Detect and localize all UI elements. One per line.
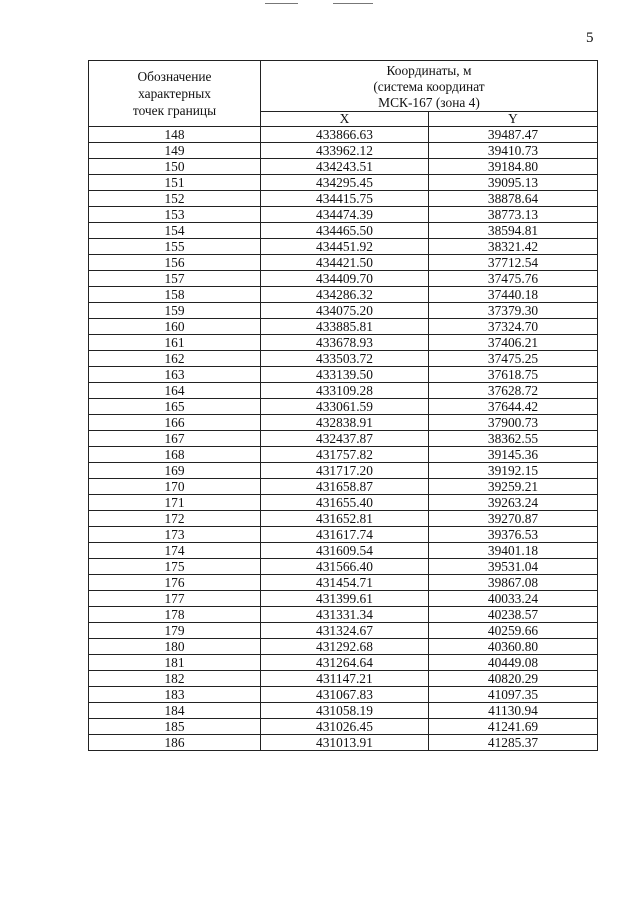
- y-coordinate-cell: 37406.21: [429, 335, 598, 351]
- y-column-header: Y: [429, 112, 598, 127]
- table-row: [89, 271, 598, 287]
- y-coordinate-cell: 40820.29: [429, 671, 598, 687]
- y-coordinate-cell: 37712.54: [429, 255, 598, 271]
- point-id-cell: 165: [89, 399, 261, 415]
- table-row: [89, 191, 598, 207]
- x-coordinate-cell: 431147.21: [261, 671, 429, 687]
- y-coordinate-cell: 38362.55: [429, 431, 598, 447]
- table-row: [89, 687, 598, 703]
- y-coordinate-cell: 39867.08: [429, 575, 598, 591]
- x-coordinate-cell: 434451.92: [261, 239, 429, 255]
- table-row: [89, 383, 598, 399]
- point-id-cell: 151: [89, 175, 261, 191]
- point-id-cell: 163: [89, 367, 261, 383]
- x-coordinate-cell: 434295.45: [261, 175, 429, 191]
- x-coordinate-cell: 434421.50: [261, 255, 429, 271]
- x-coordinate-cell: 433885.81: [261, 319, 429, 335]
- point-id-cell: 156: [89, 255, 261, 271]
- table-row: [89, 671, 598, 687]
- point-id-cell: 149: [89, 143, 261, 159]
- table-row: [89, 719, 598, 735]
- point-id-cell: 162: [89, 351, 261, 367]
- x-coordinate-cell: 431324.67: [261, 623, 429, 639]
- coordinates-table: [88, 60, 598, 751]
- table-row: [89, 655, 598, 671]
- point-label-line: характерных: [138, 86, 211, 101]
- y-coordinate-cell: 39487.47: [429, 127, 598, 143]
- page-number: 5: [586, 30, 594, 46]
- table-row: [89, 591, 598, 607]
- table-row: [89, 207, 598, 223]
- coordinates-header: [261, 61, 598, 112]
- point-label-line: Обозначение: [137, 69, 212, 84]
- y-coordinate-cell: 39410.73: [429, 143, 598, 159]
- x-coordinate-cell: 433109.28: [261, 383, 429, 399]
- y-coordinate-cell: 41097.35: [429, 687, 598, 703]
- point-id-cell: 186: [89, 735, 261, 751]
- y-coordinate-cell: 37628.72: [429, 383, 598, 399]
- point-id-cell: 154: [89, 223, 261, 239]
- point-id-cell: 181: [89, 655, 261, 671]
- point-id-cell: 171: [89, 495, 261, 511]
- x-coordinate-cell: 434409.70: [261, 271, 429, 287]
- point-id-cell: 152: [89, 191, 261, 207]
- table-row: [89, 127, 598, 143]
- y-coordinate-cell: 40360.80: [429, 639, 598, 655]
- x-coordinate-cell: 431757.82: [261, 447, 429, 463]
- coords-title-line: (система координат: [373, 79, 485, 94]
- x-coordinate-cell: 434075.20: [261, 303, 429, 319]
- x-coordinate-cell: 431566.40: [261, 559, 429, 575]
- point-id-cell: 166: [89, 415, 261, 431]
- y-coordinate-cell: 39192.15: [429, 463, 598, 479]
- table-row: [89, 495, 598, 511]
- x-coordinate-cell: 433962.12: [261, 143, 429, 159]
- point-id-cell: 182: [89, 671, 261, 687]
- x-coordinate-cell: 431292.68: [261, 639, 429, 655]
- y-coordinate-cell: 38321.42: [429, 239, 598, 255]
- table-row: [89, 335, 598, 351]
- table-row: [89, 639, 598, 655]
- y-coordinate-cell: 37900.73: [429, 415, 598, 431]
- point-designation-header: [89, 61, 261, 127]
- point-id-cell: 179: [89, 623, 261, 639]
- point-id-cell: 180: [89, 639, 261, 655]
- table-row: [89, 255, 598, 271]
- y-coordinate-cell: 41130.94: [429, 703, 598, 719]
- x-coordinate-cell: 431652.81: [261, 511, 429, 527]
- point-id-cell: 167: [89, 431, 261, 447]
- y-coordinate-cell: 40238.57: [429, 607, 598, 623]
- x-coordinate-cell: 431655.40: [261, 495, 429, 511]
- table-row: [89, 735, 598, 751]
- table-row: [89, 703, 598, 719]
- x-coordinate-cell: 431399.61: [261, 591, 429, 607]
- table-row: [89, 415, 598, 431]
- point-id-cell: 176: [89, 575, 261, 591]
- x-coordinate-cell: 434474.39: [261, 207, 429, 223]
- point-id-cell: 184: [89, 703, 261, 719]
- x-coordinate-cell: 431454.71: [261, 575, 429, 591]
- point-id-cell: 150: [89, 159, 261, 175]
- point-id-cell: 155: [89, 239, 261, 255]
- table-row: [89, 399, 598, 415]
- x-coordinate-cell: 431331.34: [261, 607, 429, 623]
- y-coordinate-cell: 41241.69: [429, 719, 598, 735]
- table-row: [89, 239, 598, 255]
- table-row: [89, 143, 598, 159]
- table-row: [89, 543, 598, 559]
- y-coordinate-cell: 39145.36: [429, 447, 598, 463]
- point-id-cell: 157: [89, 271, 261, 287]
- coords-title-line: МСК-167 (зона 4): [378, 95, 480, 110]
- y-coordinate-cell: 38773.13: [429, 207, 598, 223]
- y-coordinate-cell: 40449.08: [429, 655, 598, 671]
- x-coordinate-cell: 431717.20: [261, 463, 429, 479]
- coords-title-line: Координаты, м: [386, 63, 472, 78]
- x-coordinate-cell: 434243.51: [261, 159, 429, 175]
- x-coordinate-cell: 434286.32: [261, 287, 429, 303]
- table-row: [89, 575, 598, 591]
- table-row: [89, 223, 598, 239]
- point-id-cell: 161: [89, 335, 261, 351]
- y-coordinate-cell: 41285.37: [429, 735, 598, 751]
- point-id-cell: 159: [89, 303, 261, 319]
- y-coordinate-cell: 37379.30: [429, 303, 598, 319]
- x-coordinate-cell: 433866.63: [261, 127, 429, 143]
- table-row: [89, 287, 598, 303]
- y-coordinate-cell: 39095.13: [429, 175, 598, 191]
- point-id-cell: 169: [89, 463, 261, 479]
- y-coordinate-cell: 39531.04: [429, 559, 598, 575]
- x-coordinate-cell: 431609.54: [261, 543, 429, 559]
- y-coordinate-cell: 39259.21: [429, 479, 598, 495]
- table-row: [89, 527, 598, 543]
- top-scan-marks: [0, 3, 640, 9]
- point-id-cell: 183: [89, 687, 261, 703]
- x-coordinate-cell: 431026.45: [261, 719, 429, 735]
- point-id-cell: 175: [89, 559, 261, 575]
- point-label-line: точек границы: [132, 103, 217, 118]
- table-row: [89, 607, 598, 623]
- table-row: [89, 351, 598, 367]
- x-coordinate-cell: 433678.93: [261, 335, 429, 351]
- table-row: [89, 447, 598, 463]
- table-row: [89, 479, 598, 495]
- y-coordinate-cell: 37440.18: [429, 287, 598, 303]
- y-coordinate-cell: 37475.25: [429, 351, 598, 367]
- point-id-cell: 164: [89, 383, 261, 399]
- x-column-header: X: [261, 112, 429, 127]
- point-id-cell: 174: [89, 543, 261, 559]
- point-id-cell: 172: [89, 511, 261, 527]
- point-id-cell: 148: [89, 127, 261, 143]
- point-id-cell: 153: [89, 207, 261, 223]
- point-id-cell: 177: [89, 591, 261, 607]
- point-id-cell: 178: [89, 607, 261, 623]
- table-row: [89, 623, 598, 639]
- table-row: [89, 463, 598, 479]
- table-row: [89, 175, 598, 191]
- y-coordinate-cell: 37475.76: [429, 271, 598, 287]
- point-id-cell: 173: [89, 527, 261, 543]
- x-coordinate-cell: 431013.91: [261, 735, 429, 751]
- x-coordinate-cell: 431264.64: [261, 655, 429, 671]
- point-id-cell: 168: [89, 447, 261, 463]
- point-id-cell: 170: [89, 479, 261, 495]
- table-row: [89, 319, 598, 335]
- table-row: [89, 431, 598, 447]
- x-coordinate-cell: 432838.91: [261, 415, 429, 431]
- table-row: [89, 159, 598, 175]
- y-coordinate-cell: 39270.87: [429, 511, 598, 527]
- y-coordinate-cell: 37618.75: [429, 367, 598, 383]
- x-coordinate-cell: 431617.74: [261, 527, 429, 543]
- x-coordinate-cell: 431658.87: [261, 479, 429, 495]
- x-coordinate-cell: 431067.83: [261, 687, 429, 703]
- y-coordinate-cell: 39376.53: [429, 527, 598, 543]
- y-coordinate-cell: 37644.42: [429, 399, 598, 415]
- x-coordinate-cell: 433503.72: [261, 351, 429, 367]
- table-row: [89, 559, 598, 575]
- x-coordinate-cell: 431058.19: [261, 703, 429, 719]
- y-coordinate-cell: 40033.24: [429, 591, 598, 607]
- x-coordinate-cell: 433061.59: [261, 399, 429, 415]
- y-coordinate-cell: 40259.66: [429, 623, 598, 639]
- y-coordinate-cell: 39263.24: [429, 495, 598, 511]
- table-row: [89, 367, 598, 383]
- y-coordinate-cell: 38594.81: [429, 223, 598, 239]
- table-row: [89, 303, 598, 319]
- y-coordinate-cell: 38878.64: [429, 191, 598, 207]
- table-row: [89, 511, 598, 527]
- point-id-cell: 185: [89, 719, 261, 735]
- x-coordinate-cell: 433139.50: [261, 367, 429, 383]
- coordinates-body: [89, 127, 598, 751]
- x-coordinate-cell: 432437.87: [261, 431, 429, 447]
- point-id-cell: 160: [89, 319, 261, 335]
- x-coordinate-cell: 434415.75: [261, 191, 429, 207]
- y-coordinate-cell: 39401.18: [429, 543, 598, 559]
- point-id-cell: 158: [89, 287, 261, 303]
- y-coordinate-cell: 37324.70: [429, 319, 598, 335]
- y-coordinate-cell: 39184.80: [429, 159, 598, 175]
- x-coordinate-cell: 434465.50: [261, 223, 429, 239]
